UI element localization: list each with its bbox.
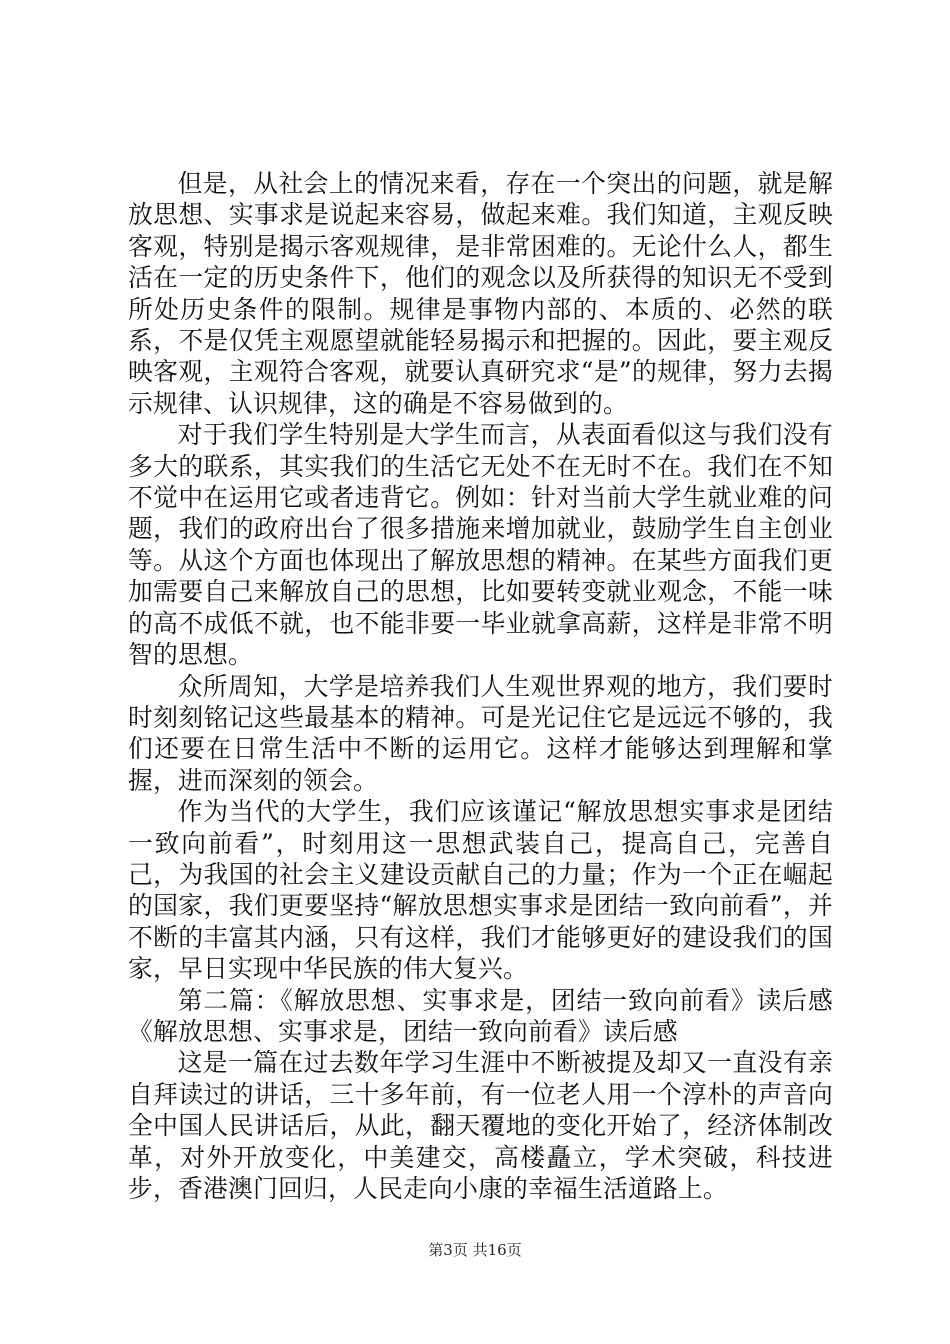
paragraph-2: 对于我们学生特别是大学生而言，从表面看似这与我们没有多大的联系，其实我们的生活它无处不在无时不在。我们在不知不觉中在运用它或者违背它。例如：针对当前大学生就业难的问题，我们的政府出台了很多措施来增加就业，鼓励学生自主创业等。从这个方面也体现出了解放思想的精神。在某些方面我们更加需要自己来解放自己的思想，比如要转变就业观念，不能一味的高不成低不就，也不能非要一毕业就拿高薪，这样是非常不明智的思想。 [128,420,833,670]
page-number-footer: 第3页 共16页 [428,1241,522,1259]
paragraph-4: 作为当代的大学生，我们应该谨记“解放思想实事求是团结一致向前看”，时刻用这一思想武装自己，提高自己，完善自己，为我国的社会主义建设贡献自己的力量；作为一个正在崛起的国家，我们更要坚持“解放思想实事求是团结一致向前看”，并不断的丰富其内涵，只有这样，我们才能够更好的建设我们的国家，早日实现中华民族的伟大复兴。 [128,797,833,984]
document-body [128,168,833,1204]
section-heading-paragraph: 第二篇：《解放思想、实事求是，团结一致向前看》读后感《解放思想、实事求是，团结一致向前看》读后感 [128,985,833,1046]
paragraph-1: 但是，从社会上的情况来看，存在一个突出的问题，就是解放思想、实事求是说起来容易，做起来难。我们知道，主观反映客观，特别是揭示客观规律，是非常困难的。无论什么人，都生活在一定的历史条件下，他们的观念以及所获得的知识无不受到所处历史条件的限制。规律是事物内部的、本质的、必然的联系，不是仅凭主观愿望就能轻易揭示和把握的。因此，要主观反映客观，主观符合客观，就要认真研究求“是”的规律，努力去揭示规律、认识规律，这的确是不容易做到的。 [128,169,833,418]
paragraph-6: 这是一篇在过去数年学习生涯中不断被提及却又一直没有亲自拜读过的讲话，三十多年前，有一位老人用一个淳朴的声音向全中国人民讲话后，从此，翻天覆地的变化开始了，经济体制改革，对外开放变化，中美建交，高楼矗立，学术突破，科技进步，香港澳门回归，人民走向小康的幸福生活道路上。 [128,1048,833,1203]
paragraph-3: 众所周知，大学是培养我们人生观世界观的地方，我们要时时刻刻铭记这些最基本的精神。可是光记住它是远远不够的，我们还要在日常生活中不断的运用它。这样才能够达到理解和掌握，进而深刻的领会。 [128,671,833,795]
